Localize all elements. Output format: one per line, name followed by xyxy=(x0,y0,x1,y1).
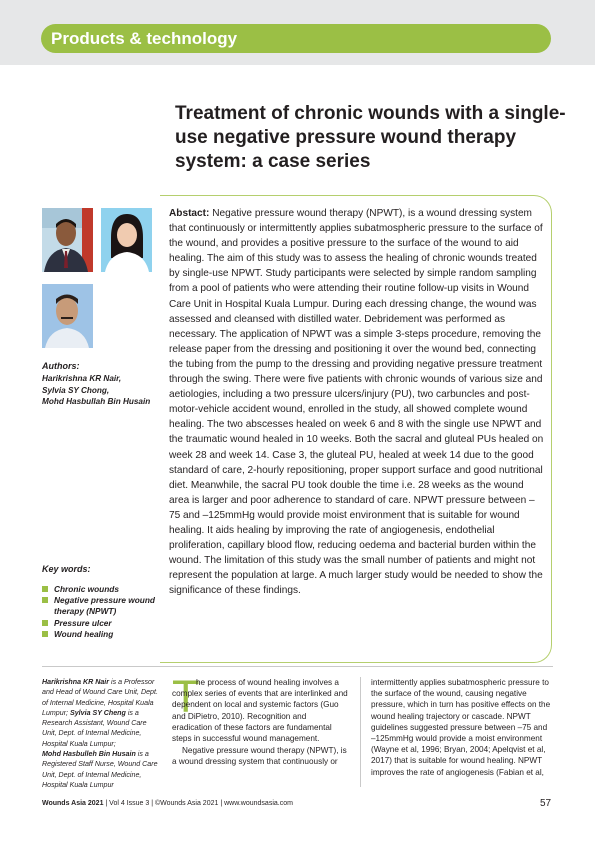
authors-label: Authors: xyxy=(42,361,80,371)
keyword-text: Wound healing xyxy=(54,628,114,639)
square-bullet-icon xyxy=(42,597,48,603)
keyword-text: Chronic wounds xyxy=(54,584,119,594)
section-divider xyxy=(42,666,553,667)
square-bullet-icon xyxy=(42,586,48,592)
body-paragraph: he process of wound healing involves a complex series of events that are interlinked and dependent on local and systemic factors (Guo and DiPietro, 2010). Recognition and eradication of these factors are fundamental steps in successful wound management. xyxy=(172,678,348,744)
author-name: Sylvia SY Chong, xyxy=(42,385,110,395)
footer-details: | Vol 4 Issue 3 | ©Wounds Asia 2021 | www.woundsasia.com xyxy=(103,800,293,807)
author-affiliations xyxy=(42,677,162,790)
article-title: Treatment of chronic wounds with a single-use negative pressure wound therapy system: a case series xyxy=(175,103,566,172)
page-footer xyxy=(42,800,293,807)
body-paragraph: Negative pressure wound therapy (NPWT), is a wound dressing system that continuously or xyxy=(172,746,347,767)
keywords-list xyxy=(42,584,162,640)
body-column-2 xyxy=(371,677,551,778)
square-bullet-icon xyxy=(42,620,48,626)
page-number: 57 xyxy=(540,798,552,809)
drop-cap: T xyxy=(172,671,200,722)
keyword-item xyxy=(42,584,162,595)
abstract xyxy=(169,206,544,598)
affiliation-name: Sylvia SY Cheng xyxy=(70,708,126,717)
affiliation-text: is a Registered Staff Nurse, Wound Care Unit, Dept. of Internal Medicine, Hospital Kuala Lumpur xyxy=(42,750,158,789)
abstract-lead: Abstact: xyxy=(169,208,210,219)
author-photo-2 xyxy=(101,208,152,272)
column-divider xyxy=(360,677,361,787)
affiliation-name: Harikrishna KR Nair xyxy=(42,678,110,686)
keyword-item xyxy=(42,595,162,617)
keywords-label: Key words: xyxy=(42,564,91,574)
affiliation-text: is a Research Assistant, Wound Care Unit, Dept. of Internal Medicine, Hospital Kuala Lumpur; xyxy=(42,708,147,748)
keyword-text: Pressure ulcer xyxy=(54,617,112,628)
author-name: Harikrishna KR Nair, xyxy=(42,374,122,383)
affiliation-name: Mohd Hasbulleh Bin Husain xyxy=(42,750,136,759)
footer-journal: Wounds Asia 2021 xyxy=(42,800,104,807)
keyword-text: Negative pressure wound therapy (NPWT) xyxy=(54,595,155,617)
author-photo-3 xyxy=(42,284,93,348)
keyword-item xyxy=(42,629,162,640)
body-column-1 xyxy=(172,671,348,768)
body-paragraph: intermittently applies subatmospheric pressure to the surface of the wound, causing negative pressure, which in turn has positive effects on the wound healing trajectory or cascade. NPWT guidelines suggested pressure between –75 and –125mmHg would provide a moist environment (Wayne et al, 1996; Bryan, 2004; Apelqvist et al, 2017) that is suitable for wound healing. NPWT improves the rate of angiogenesis (Fabian et al, xyxy=(371,678,551,777)
keyword-item xyxy=(42,618,162,629)
authors-list xyxy=(42,373,157,408)
affiliation-text: is a Professor and Head of Wound Care Unit, Dept. of Internal Medicine, Hospital Kuala Lumpur; xyxy=(42,678,158,717)
square-bullet-icon xyxy=(42,631,48,637)
abstract-body: Negative pressure wound therapy (NPWT), is a wound dressing system that continuously or intermittently applies subatmospheric pressure to the surface of the wound, and provides a positive pressure to the surface of the wound to aid healing. The aim of this study was to assess the healing of chronic wounds treated by single-use NPWT. Study participants were selected by simple random sampling from a pool of patients who were attending their routine follow-up visits in Wound Care Unit in Hospital Kuala Lumpur. During each dressing change, the wound was assessed and cleansed with distilled water. Debridement was performed as necessary. The application of NPWT was a simple 3-steps procedure, removing the release paper from the dressing and positioning it over the wound bed, connecting the tubing from the pump to the dressing and providing negative pressure treatment through the swing. There were five patients with chronic wounds of various size and aetiologies, including a two pressure ulcers/injury (PU), two carbuncles and post-motor-vehicle accident wound, enrolled in the study, all showed complete wound healing. The two abscesses healed on week 6 and 8 with the single use NPWT and the traumatic wound healed in 10 weeks. Both the sacral and gluteal PUs healed on week 28 and week 14. Case 3, the gluteal PU, healed at week 14 due to the good standard of care, 2-hourly repositioning, proper support surface and good nutritional diet. Meanwhile, the sacral PU took double the time i.e. 28 weeks as the wound area is larger and poor adherence to standard of care. NPWT pressure between –75 and –125mmHg would provide moist environment that is suitable for wound healing. It aids healing by improving the rate of angiogenesis, endothelial proliferation, capillary blood flow, reducing oedema and bacterial burden within the wound. The limitation of this study was the small number of patients and might not represent the population at large. A much larger study would be needed to show the significance of these findings. xyxy=(169,208,544,597)
section-label: Products & technology xyxy=(41,24,551,53)
author-name: Mohd Hasbullah Bin Husain xyxy=(42,397,151,406)
author-photo-1 xyxy=(42,208,93,272)
